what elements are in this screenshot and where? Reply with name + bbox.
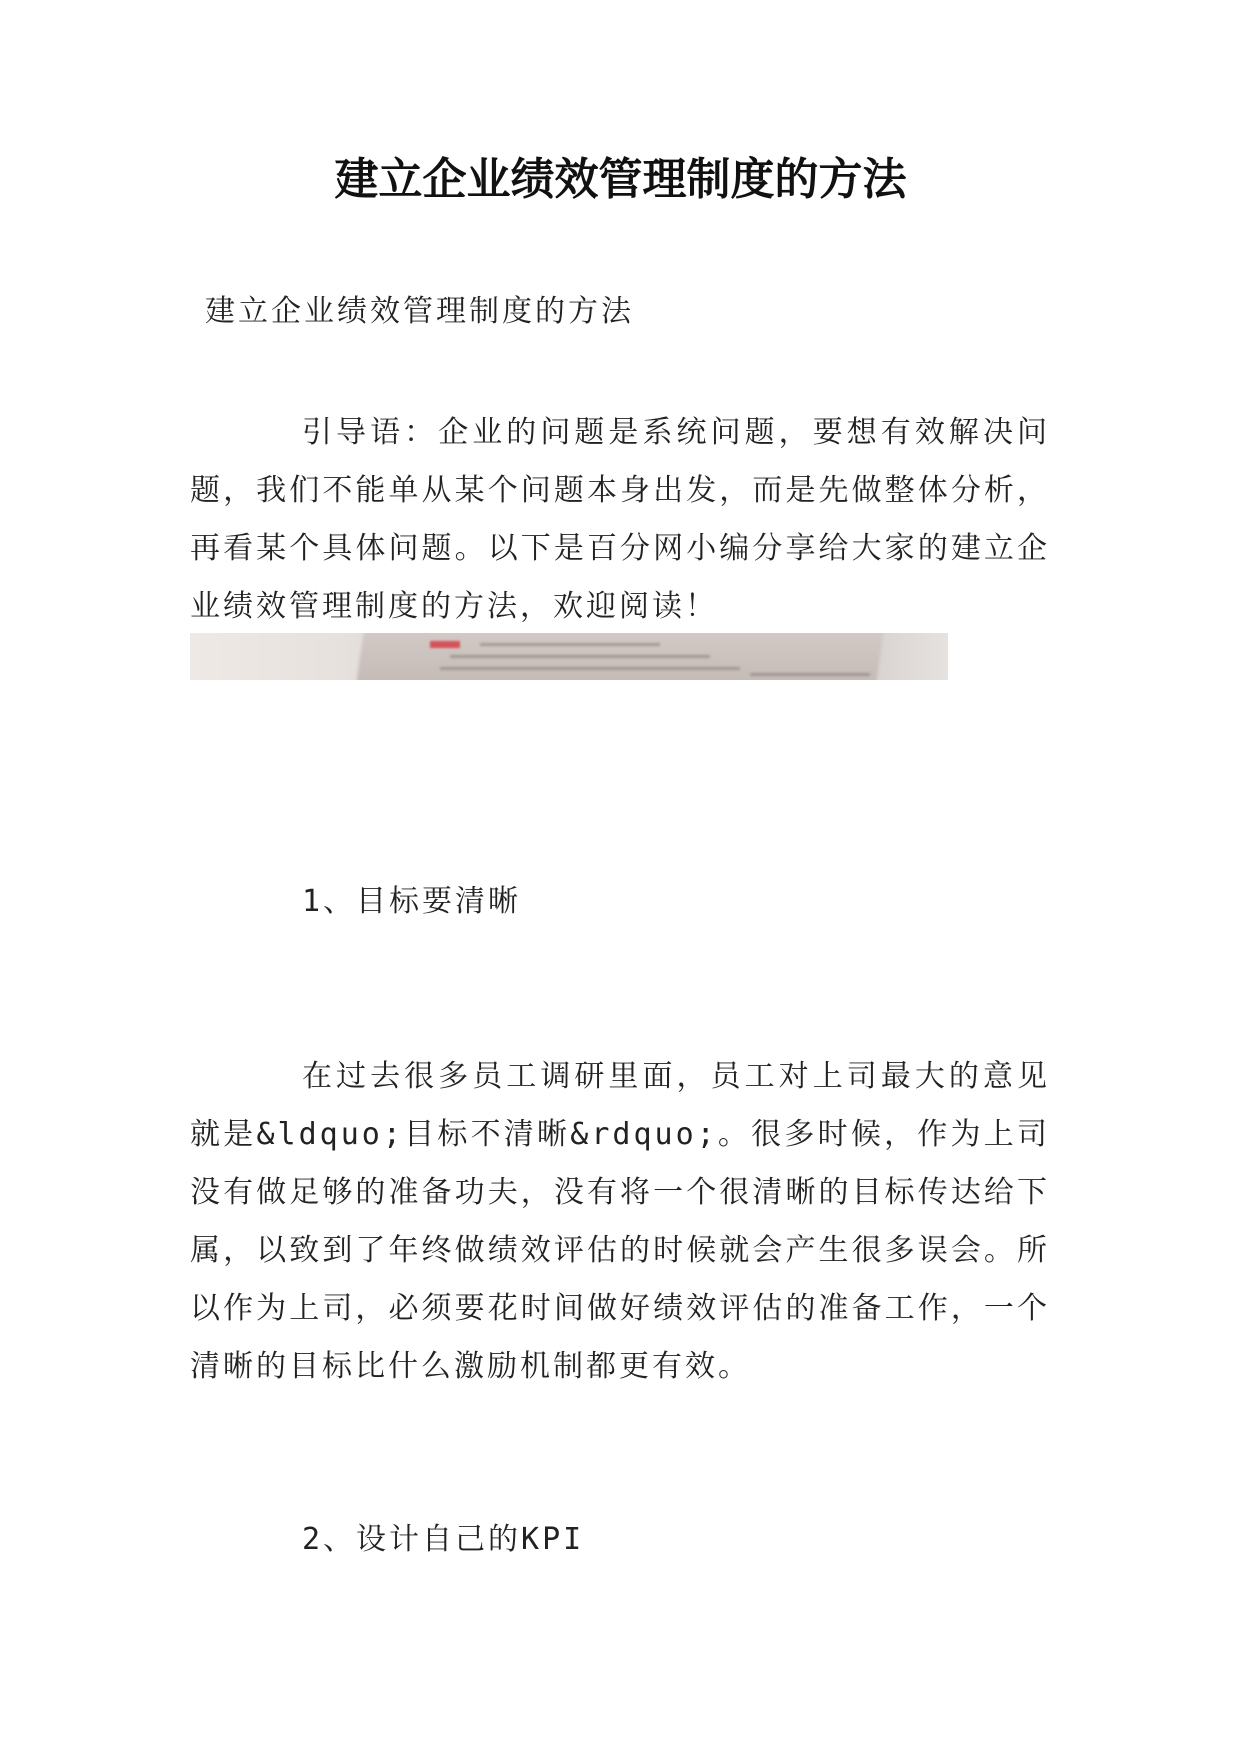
photo-text-line: [450, 655, 710, 658]
document-subtitle: 建立企业绩效管理制度的方法: [205, 294, 634, 329]
photo-text-line: [750, 673, 870, 676]
document-title: 建立企业绩效管理制度的方法: [334, 154, 907, 205]
section-heading-1: 1、目标要清晰: [302, 884, 522, 919]
intro-paragraph: 引导语：企业的问题是系统问题，要想有效解决问题，我们不能单从某个问题本身出发，而是先做整体分析，再看某个具体问题。以下是百分网小编分享给大家的建立企业绩效管理制度的方法，欢迎阅读！: [190, 415, 1050, 624]
photo-text-line: [440, 667, 740, 670]
section-body-1: 在过去很多员工调研里面，员工对上司最大的意见就是&ldquo;目标不清晰&rdquo;。很多时候，作为上司没有做足够的准备功夫，没有将一个很清晰的目标传达给下属，以致到了年终做绩效评估的时候就会产生很多误会。所以作为上司，必须要花时间做好绩效评估的准备工作，一个清晰的目标比什么激励机制都更有效。: [190, 1059, 1050, 1384]
photo-red-mark: [430, 641, 460, 648]
section-heading-2: 2、设计自己的KPI: [302, 1522, 585, 1557]
photo-text-line: [480, 643, 660, 646]
article-photo: [190, 633, 948, 680]
